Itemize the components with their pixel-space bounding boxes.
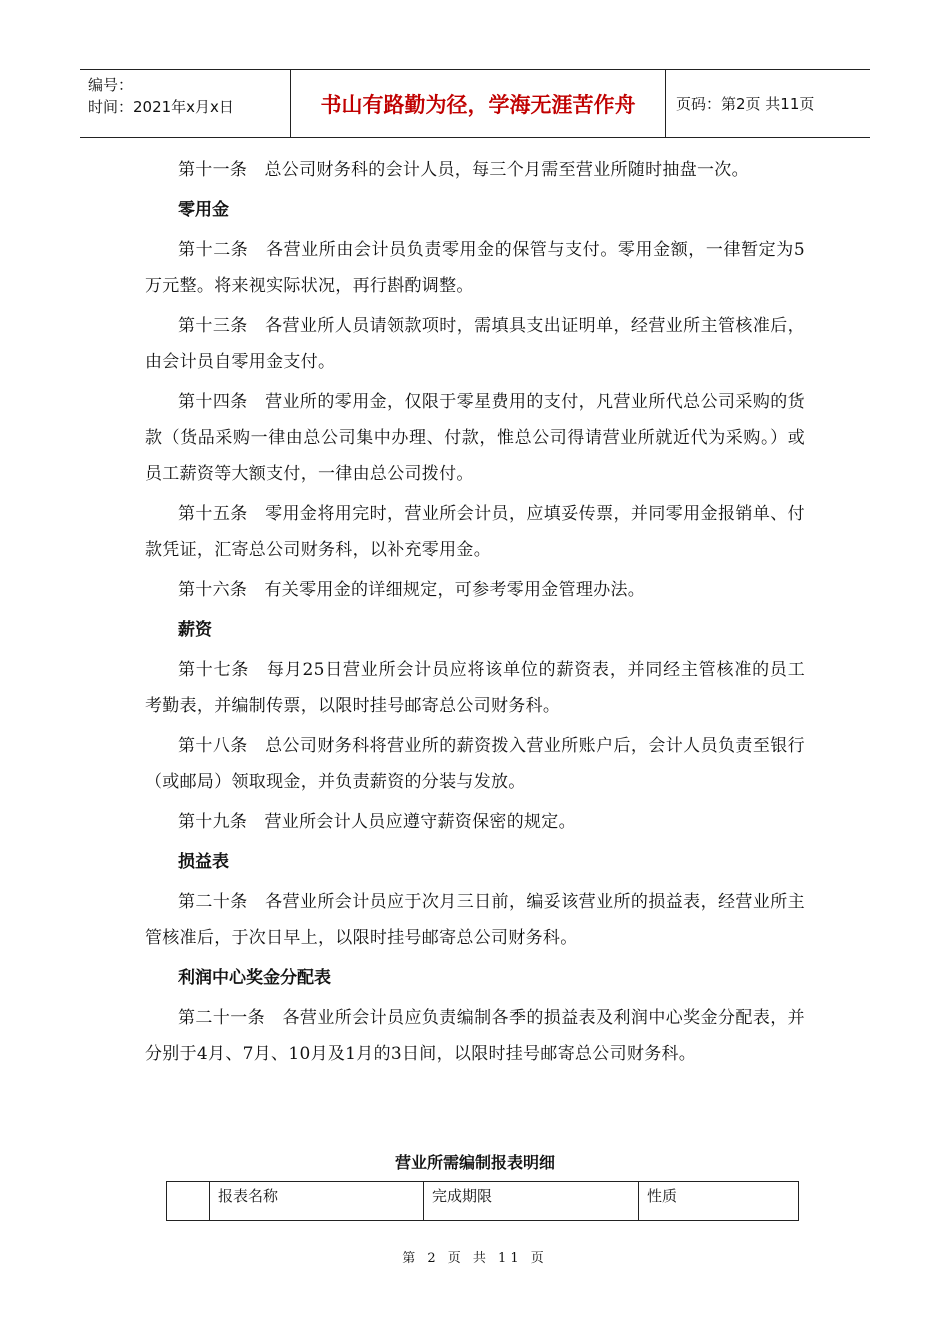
article-12: 第十二条 各营业所由会计员负责零用金的保管与支付。零用金额，一律暂定为5万元整。将来视实际状况，再行斟酌调整。: [145, 240, 805, 296]
document-body: [145, 152, 805, 1076]
article-17: 第十七条 每月25日营业所会计员应将该单位的薪资表，并同经主管核准的员工考勤表，并编制传票，以限时挂号邮寄总公司财务科。: [145, 660, 805, 716]
header-info: [80, 70, 291, 137]
article-21: 第二十一条 各营业所会计员应负责编制各季的损益表及利润中心奖金分配表，并分别于4月、7月、10月及1月的3日间，以限时挂号邮寄总公司财务科。: [145, 1008, 805, 1064]
article-13: 第十三条 各营业所人员请领款项时，需填具支出证明单，经营业所主管核准后，由会计员自零用金支付。: [145, 316, 805, 372]
article-20: 第二十条 各营业所会计员应于次月三日前，编妥该营业所的损益表，经营业所主管核准后，于次日早上，以限时挂号邮寄总公司财务科。: [145, 892, 805, 948]
table-title: 营业所需编制报表明细: [394, 1153, 555, 1172]
page-footer: 第 2 页 共 11 页: [402, 1251, 548, 1266]
article-11: 第十一条 总公司财务科的会计人员，每三个月需至营业所随时抽盘一次。: [178, 160, 749, 180]
report-table: [166, 1181, 799, 1221]
number-label: 编号：: [88, 76, 134, 94]
article-15: 第十五条 零用金将用完时，营业所会计员，应填妥传票，并同零用金报销单、付款凭证，汇寄总公司财务科，以补充零用金。: [145, 504, 805, 560]
section-heading-income-statement: 损益表: [178, 852, 229, 872]
table-header-cell-deadline: 完成期限: [424, 1182, 639, 1221]
article-19: 第十九条 营业所会计人员应遵守薪资保密的规定。: [178, 812, 576, 832]
table-header-cell-name: 报表名称: [210, 1182, 424, 1221]
table-header-row: [167, 1182, 799, 1221]
section-heading-petty-cash: 零用金: [178, 200, 229, 220]
article-16: 第十六条 有关零用金的详细规定，可参考零用金管理办法。: [178, 580, 646, 600]
article-14: 第十四条 营业所的零用金，仅限于零星费用的支付，凡营业所代总公司采购的货款（货品采购一律由总公司集中办理、付款，惟总公司得请营业所就近代为采购。）或员工薪资等大额支付，一律由总公司拨付。: [145, 392, 805, 484]
section-heading-bonus-table: 利润中心奖金分配表: [178, 968, 331, 988]
header-motto: 书山有路勤为径，学海无涯苦作舟: [291, 70, 666, 137]
table-header-cell-index: [167, 1182, 210, 1221]
time-label: 时间：2021年x月x日: [88, 98, 234, 116]
header-page-number: 页码：第2页 共11页: [676, 95, 815, 113]
article-18: 第十八条 总公司财务科将营业所的薪资拨入营业所账户后，会计人员负责至银行（或邮局）领取现金，并负责薪资的分装与发放。: [145, 736, 805, 792]
table-header-cell-nature: 性质: [639, 1182, 799, 1221]
page-header: [80, 69, 870, 138]
section-heading-salary: 薪资: [178, 620, 212, 640]
